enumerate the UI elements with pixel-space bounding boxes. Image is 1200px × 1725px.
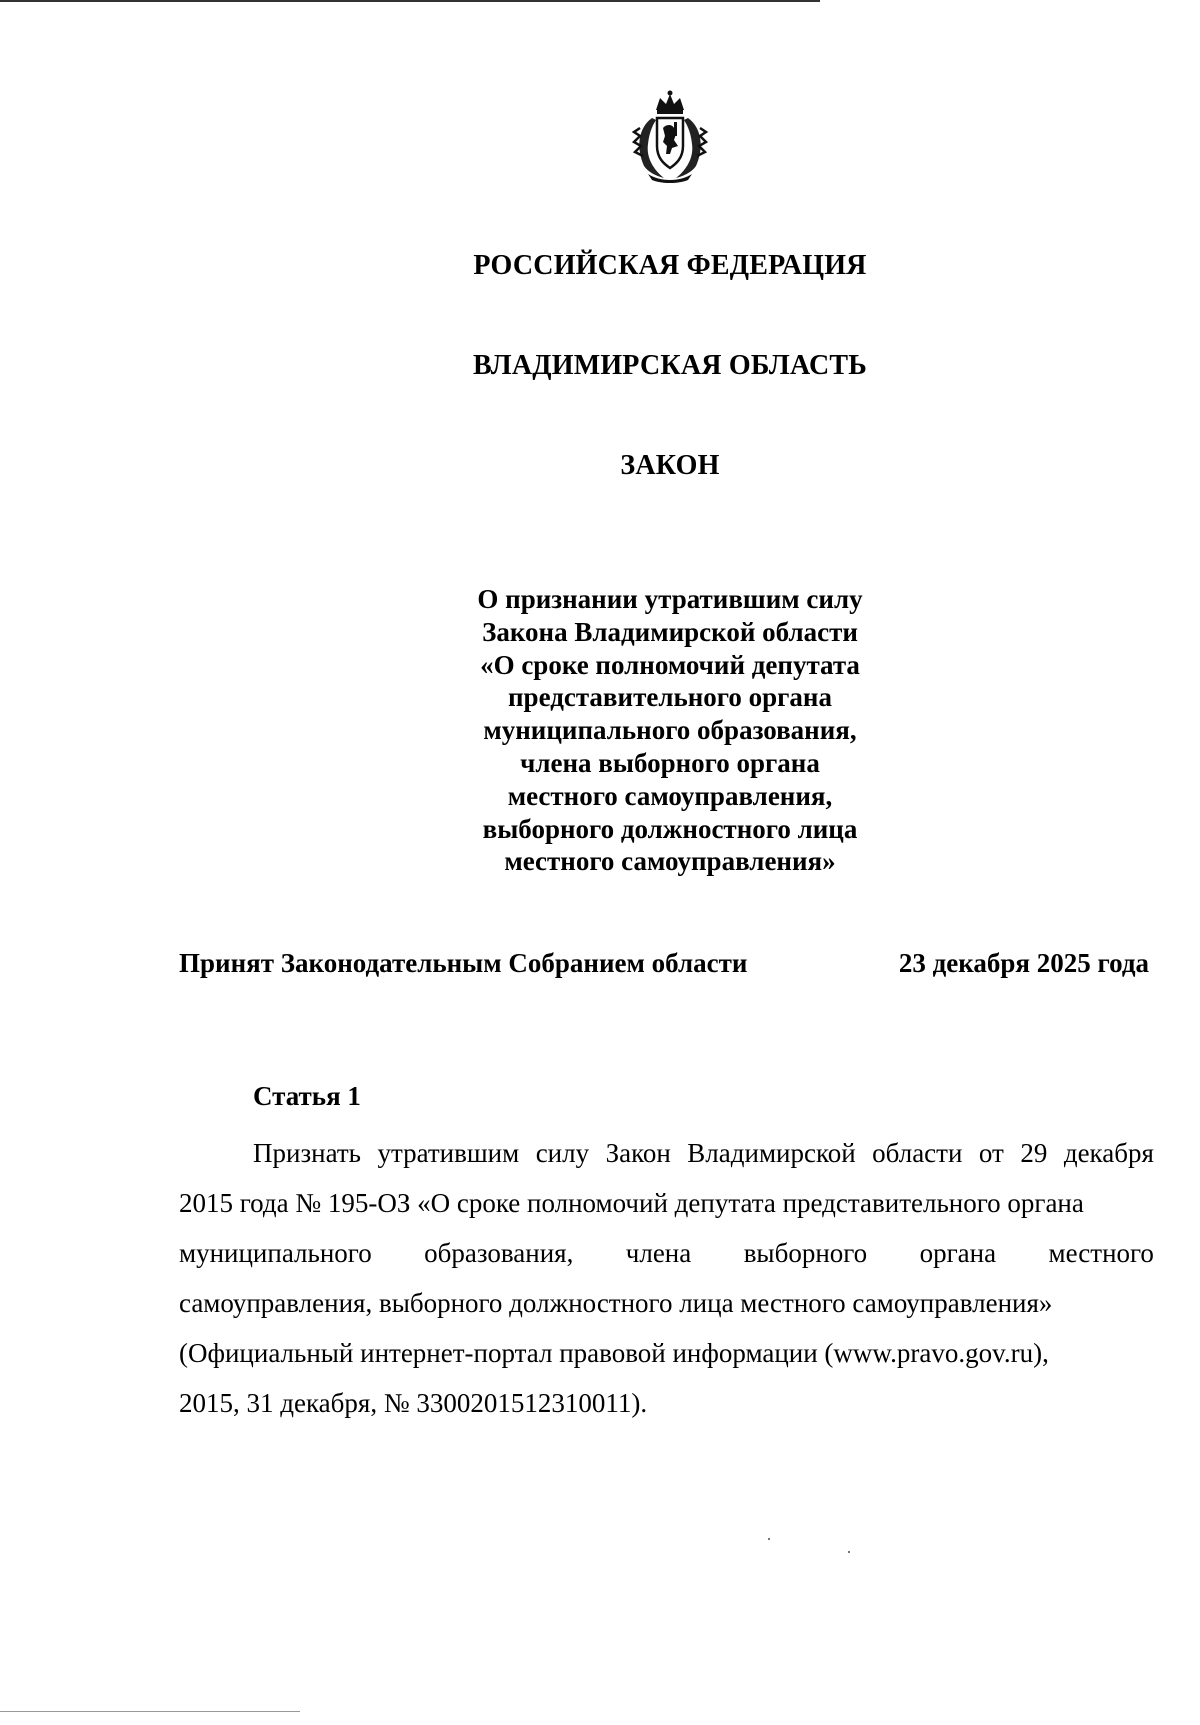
article-word: Закон [605, 1138, 671, 1168]
article-word: силу [535, 1138, 590, 1168]
title-line: муниципального образования, [483, 715, 857, 746]
article-word: Владимирской [687, 1138, 856, 1168]
coat-of-arms-icon [630, 88, 710, 184]
article-line [179, 1128, 1154, 1178]
article-line: 2015 года № 195-ОЗ «О сроке полномочий депутата представительного органа [179, 1188, 1084, 1218]
article-word: выборного [743, 1238, 868, 1268]
article-word: муниципального [179, 1238, 372, 1268]
article-word: декабря [1063, 1138, 1154, 1168]
adoption-date: 23 декабря 2025 года [898, 948, 1149, 978]
article-word: 29 [1020, 1138, 1048, 1168]
scan-speck [848, 1551, 850, 1553]
title-line: О признании утратившим силу [477, 584, 863, 614]
scan-edge-bottom [0, 1711, 300, 1712]
title-line: представительного органа [508, 682, 832, 713]
article-word: от [978, 1138, 1004, 1168]
article-line: (Официальный интернет-портал правовой информации (www.pravo.gov.ru), [179, 1338, 1049, 1368]
title-line: «О сроке полномочий депутата [480, 649, 860, 680]
title-line: местного самоуправления» [504, 846, 836, 877]
title-line: выборного должностного лица [482, 813, 858, 844]
title-line: члена выборного органа [520, 747, 820, 778]
article-word: органа [919, 1238, 997, 1268]
article-line: 2015, 31 декабря, № 3300201512310011). [179, 1388, 648, 1418]
article-word: утратившим [377, 1138, 520, 1168]
article-word: местного [1048, 1238, 1154, 1268]
article-word: области [872, 1138, 963, 1168]
country-heading: РОССИЙСКАЯ ФЕДЕРАЦИЯ [473, 250, 867, 281]
article-word: образования, [424, 1238, 574, 1268]
scan-edge-top [0, 0, 820, 2]
article-line-justified [179, 1228, 1154, 1278]
title-line: Закона Владимирской области [482, 616, 858, 647]
scan-speck [768, 1538, 770, 1540]
title-line: местного самоуправления, [507, 780, 833, 811]
article-body [179, 1128, 1154, 1428]
region-heading: ВЛАДИМИРСКАЯ ОБЛАСТЬ [472, 350, 868, 381]
article-line: самоуправления, выборного должностного лица местного самоуправления» [179, 1288, 1053, 1318]
document-type-heading: ЗАКОН [620, 450, 720, 481]
adoption-label: Принят Законодательным Собранием области [179, 948, 748, 978]
article-word: Признать [253, 1138, 361, 1168]
law-title [0, 583, 1200, 878]
article-heading: Статья 1 [253, 1081, 361, 1111]
article-word: члена [625, 1238, 692, 1268]
